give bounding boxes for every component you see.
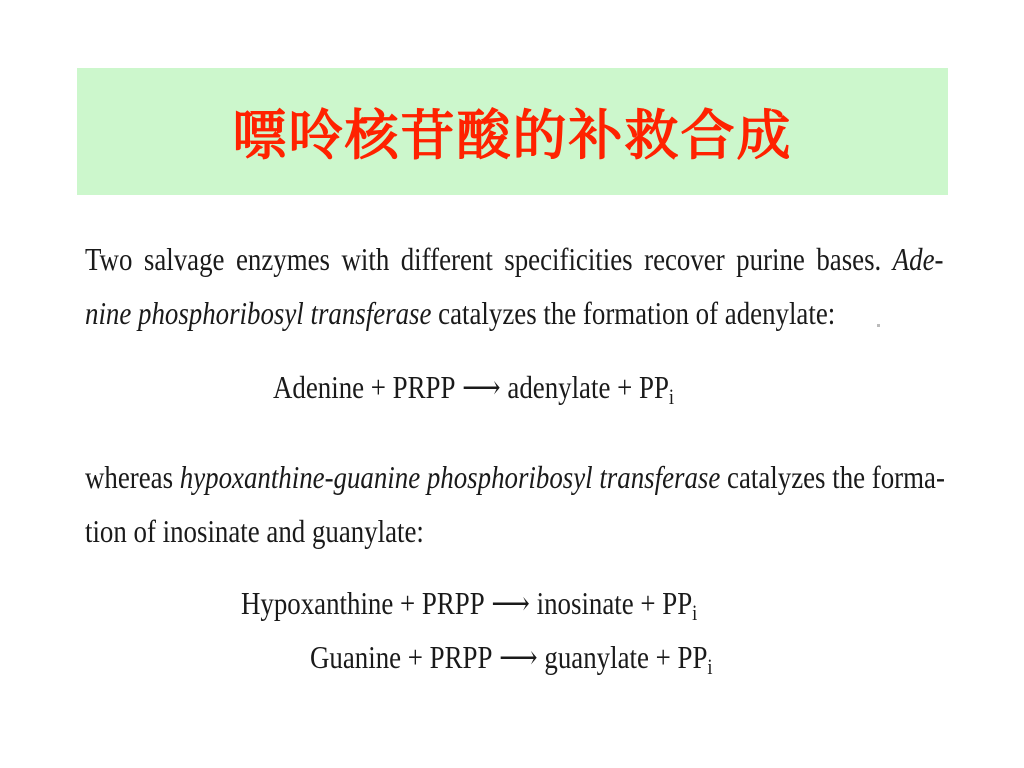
italic-run: nine phosphoribosyl transferase (85, 295, 432, 331)
paragraph-line (85, 450, 943, 504)
reaction-arrow: ⟶ (499, 639, 538, 675)
subscript: i (692, 600, 698, 625)
equation-reactants: Adenine + PRPP (273, 369, 456, 405)
scan-speck (877, 324, 880, 327)
scanned-text-figure (77, 212, 948, 682)
text-run: catalyzes the formation of adenylate: (438, 295, 836, 331)
subscript: i (668, 384, 675, 409)
slide-title: 嘌呤核苷酸的补救合成 (232, 104, 793, 167)
text-run: whereas (85, 459, 174, 495)
equation-products: guanylate + PP (544, 639, 708, 675)
text-run: Two salvage enzymes with different specificities recover purine bases. (85, 241, 882, 277)
paragraph-line (85, 286, 943, 340)
paragraph-line (85, 232, 943, 286)
paragraph-adenine (85, 232, 943, 340)
italic-run: hypoxanthine-guanine phosphoribosyl transferase (179, 459, 721, 495)
reaction-arrow: ⟶ (462, 369, 501, 405)
equation-products: adenylate + PP (507, 369, 669, 405)
equation-reactants: Hypoxanthine + PRPP (241, 585, 485, 621)
title-banner (77, 68, 948, 195)
equation-products: inosinate + PP (536, 585, 693, 621)
paragraph-hgprt (85, 450, 943, 558)
equation-hypoxanthine (241, 584, 697, 626)
subscript: i (707, 654, 713, 679)
reaction-arrow: ⟶ (491, 585, 530, 621)
paragraph-line: tion of inosinate and guanylate: (85, 513, 424, 549)
equation-reactants: Guanine + PRPP (310, 639, 493, 675)
italic-run: Ade- (892, 241, 944, 277)
text-run: catalyzes the forma- (727, 459, 945, 495)
equation-adenine (273, 368, 674, 410)
equation-guanine (310, 638, 713, 680)
